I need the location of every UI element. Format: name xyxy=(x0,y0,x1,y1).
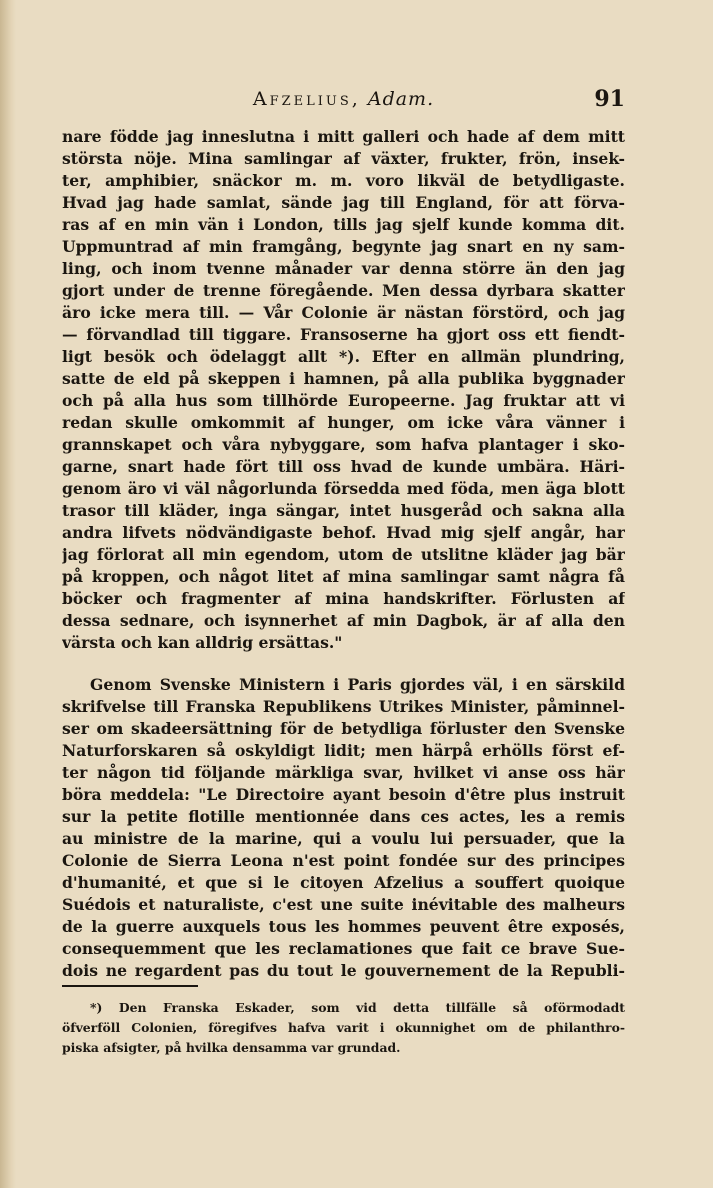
text-line: Colonie de Sierra Leona n'est point fondée sur des principes xyxy=(62,851,625,870)
text-line: — förvandlad till tiggare. Fransoserne ha gjort oss ett fiendt- xyxy=(62,325,625,344)
paragraph-gap xyxy=(62,654,625,674)
text-line: genom äro vi väl någorlunda försedda med föda, men äga blott xyxy=(62,479,625,498)
text-line: consequemment que les reclamationes que fait ce brave Sue- xyxy=(62,939,625,958)
text-line: ligt besök och ödelaggt allt *). Efter en allmän plundring, xyxy=(62,347,625,366)
paragraph-2 xyxy=(62,674,625,982)
running-head-given: Adam. xyxy=(367,88,435,110)
text-line: värsta och kan alldrig ersättas." xyxy=(62,633,343,652)
text-line: dois ne regardent pas du tout le gouvernement de la Republi- xyxy=(62,961,625,980)
text-line: böcker och fragmenter af mina handskrifter. Förlusten af xyxy=(62,589,625,608)
running-header xyxy=(62,88,625,118)
running-head-name: Afzelius, xyxy=(252,88,361,110)
text-line: d'humanité, et que si le citoyen Afzelius a souffert quoique xyxy=(62,873,625,892)
text-line: au ministre de la marine, qui a voulu lui persuader, que la xyxy=(62,829,625,848)
paragraph-1 xyxy=(62,126,625,654)
page-number: 91 xyxy=(594,86,625,112)
text-line: äro icke mera till. — Vår Colonie är nästan förstörd, och jag xyxy=(62,303,625,322)
text-line: redan skulle omkommit af hunger, om icke våra vänner i xyxy=(62,413,625,432)
footnote-rule xyxy=(62,985,198,987)
text-line: jag förlorat all min egendom, utom de utslitne kläder jag bär xyxy=(62,545,625,564)
text-line: Suédois et naturaliste, c'est une suite inévitable des malheurs xyxy=(62,895,625,914)
text-line: ras af en min vän i London, tills jag sjelf kunde komma dit. xyxy=(62,215,625,234)
text-line: ser om skadeersättning för de betydliga förluster den Svenske xyxy=(62,719,625,738)
text-line: ling, och inom tvenne månader var denna större än den jag xyxy=(62,259,625,278)
text-line: de la guerre auxquels tous les hommes peuvent être exposés, xyxy=(62,917,625,936)
text-line: Hvad jag hade samlat, sände jag till England, för att förva- xyxy=(62,193,625,212)
body-text xyxy=(62,126,625,982)
text-line: på kroppen, och något litet af mina samlingar samt några få xyxy=(62,567,625,586)
footnote-line: öfverföll Colonien, föregifves hafva varit i okunnighet om de philanthro- xyxy=(62,1020,625,1035)
text-line: största nöje. Mina samlingar af växter, frukter, frön, insek- xyxy=(62,149,625,168)
running-head xyxy=(62,88,625,110)
text-line: gjort under de trenne föregående. Men dessa dyrbara skatter xyxy=(62,281,625,300)
text-line: ter, amphibier, snäckor m. m. voro likväl de betydligaste. xyxy=(62,171,625,190)
text-line: Genom Svenske Ministern i Paris gjordes väl, i en särskild xyxy=(90,675,625,694)
text-line: satte de eld på skeppen i hamnen, på alla publika byggnader xyxy=(62,369,625,388)
text-line: Naturforskaren så oskyldigt lidit; men härpå erhölls först ef- xyxy=(62,741,625,760)
footnote xyxy=(62,998,625,1058)
footnote-line: piska afsigter, på hvilka densamma var grundad. xyxy=(62,1040,401,1055)
text-line: dessa sednare, och isynnerhet af min Dagbok, är af alla den xyxy=(62,611,625,630)
text-line: Uppmuntrad af min framgång, begynte jag snart en ny sam- xyxy=(62,237,625,256)
text-line: och på alla hus som tillhörde Europeerne. Jag fruktar att vi xyxy=(62,391,625,410)
text-line: böra meddela: "Le Directoire ayant besoin d'être plus instruit xyxy=(62,785,625,804)
text-line: sur la petite flotille mentionnée dans ces actes, les a remis xyxy=(62,807,625,826)
text-line: andra lifvets nödvändigaste behof. Hvad mig sjelf angår, har xyxy=(62,523,625,542)
text-line: skrifvelse till Franska Republikens Utrikes Minister, påminnel- xyxy=(62,697,625,716)
text-line: ter någon tid följande märkliga svar, hvilket vi anse oss här xyxy=(62,763,625,782)
text-line: trasor till kläder, inga sängar, intet husgeråd och sakna alla xyxy=(62,501,625,520)
page-edge xyxy=(0,0,16,1188)
text-line: nare födde jag inneslutna i mitt galleri och hade af dem mitt xyxy=(62,127,625,146)
text-line: grannskapet och våra nybyggare, som hafva plantager i sko- xyxy=(62,435,625,454)
footnote-line: *) Den Franska Eskader, som vid detta tillfälle så oförmodadt xyxy=(90,1000,625,1015)
text-line: garne, snart hade fört till oss hvad de kunde umbära. Häri- xyxy=(62,457,625,476)
